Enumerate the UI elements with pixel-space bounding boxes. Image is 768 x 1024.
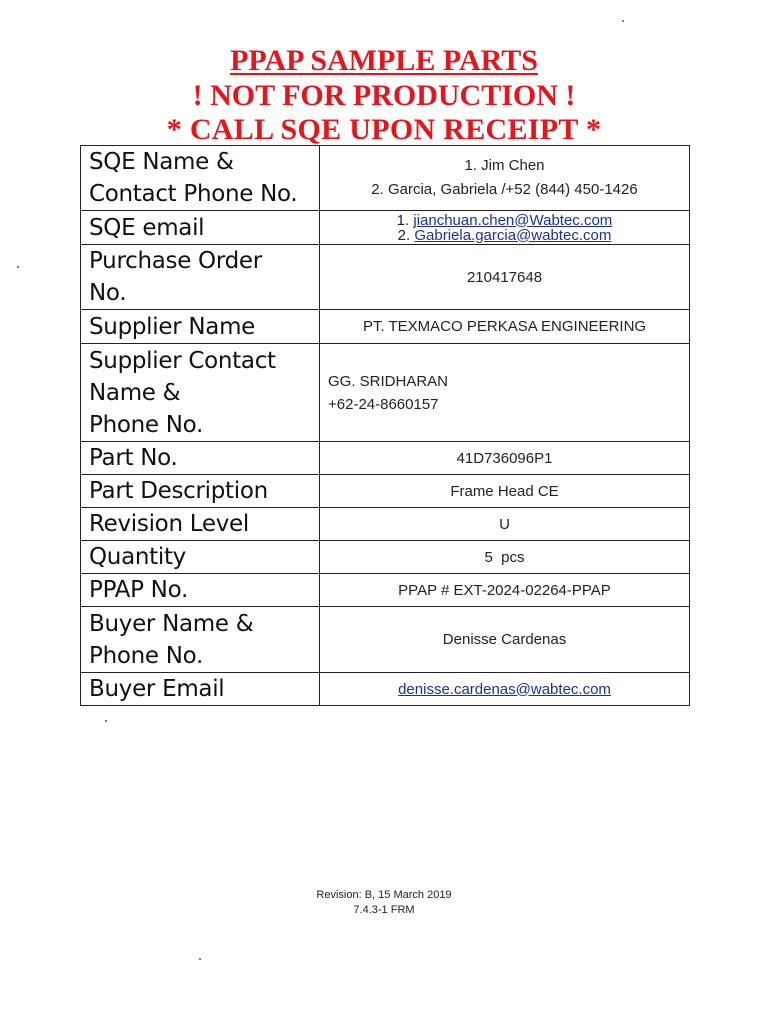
footer-revision: Revision: B, 15 March 2019 bbox=[316, 889, 452, 901]
row-supplier-contact bbox=[81, 344, 690, 442]
row-sqe-name bbox=[81, 146, 690, 211]
label-ppap-no: PPAP No. bbox=[81, 574, 320, 607]
scan-speck bbox=[622, 20, 624, 22]
header-title-line3: * CALL SQE UPON RECEIPT * bbox=[166, 113, 602, 146]
value-buyer-email bbox=[320, 673, 690, 706]
value-part-no: 41D736096P1 bbox=[320, 442, 690, 475]
row-part-description bbox=[81, 475, 690, 508]
sqe-email-link-1[interactable]: jianchuan.chen@Wabtec.com bbox=[413, 211, 613, 229]
header-title-line1: PPAP SAMPLE PARTS bbox=[230, 44, 538, 77]
row-part-no bbox=[81, 442, 690, 475]
label-quantity: Quantity bbox=[81, 541, 320, 574]
row-sqe-email bbox=[81, 211, 690, 245]
scan-speck bbox=[17, 266, 19, 268]
label-revision-level: Revision Level bbox=[81, 508, 320, 541]
value-sqe-email: 1. jianchuan.chen@Wabtec.com 2. Gabriela.garcia@wabtec.com bbox=[320, 211, 690, 245]
value-quantity: 5 pcs bbox=[320, 541, 690, 574]
row-purchase-order bbox=[81, 245, 690, 310]
label-purchase-order: Purchase Order No. bbox=[81, 245, 320, 310]
row-ppap-no bbox=[81, 574, 690, 607]
value-part-description: Frame Head CE bbox=[320, 475, 690, 508]
value-revision-level: U bbox=[320, 508, 690, 541]
row-revision-level bbox=[81, 508, 690, 541]
label-supplier-name: Supplier Name bbox=[81, 310, 320, 344]
label-part-description: Part Description bbox=[81, 475, 320, 508]
scan-speck bbox=[199, 958, 201, 960]
row-supplier-name bbox=[81, 310, 690, 344]
value-ppap-no: PPAP # EXT-2024-02264-PPAP bbox=[320, 574, 690, 607]
label-buyer-email: Buyer Email bbox=[81, 673, 320, 706]
scan-speck bbox=[105, 720, 107, 722]
value-supplier-name: PT. TEXMACO PERKASA ENGINEERING bbox=[320, 310, 690, 344]
header-title-line2: ! NOT FOR PRODUCTION ! bbox=[192, 79, 576, 112]
ppap-form-table bbox=[80, 145, 690, 706]
value-supplier-contact: GG. SRIDHARAN +62-24-8660157 bbox=[320, 344, 690, 442]
label-buyer-name: Buyer Name & Phone No. bbox=[81, 607, 320, 673]
footer-form-id: 7.4.3-1 FRM bbox=[353, 904, 415, 916]
label-sqe-email: SQE email bbox=[81, 211, 320, 245]
sqe-email-link-2[interactable]: Gabriela.garcia@wabtec.com bbox=[414, 226, 612, 244]
row-buyer-email bbox=[81, 673, 690, 706]
value-sqe-name: 1. Jim Chen 2. Garcia, Gabriela /+52 (844) 450-1426 bbox=[320, 146, 690, 211]
label-supplier-contact: Supplier Contact Name & Phone No. bbox=[81, 344, 320, 442]
buyer-email-link[interactable]: denisse.cardenas@wabtec.com bbox=[398, 680, 611, 698]
row-buyer-name bbox=[81, 607, 690, 673]
label-part-no: Part No. bbox=[81, 442, 320, 475]
label-sqe-name: SQE Name & Contact Phone No. bbox=[81, 146, 320, 211]
value-purchase-order: 210417648 bbox=[320, 245, 690, 310]
value-buyer-name: Denisse Cardenas bbox=[320, 607, 690, 673]
row-quantity bbox=[81, 541, 690, 574]
